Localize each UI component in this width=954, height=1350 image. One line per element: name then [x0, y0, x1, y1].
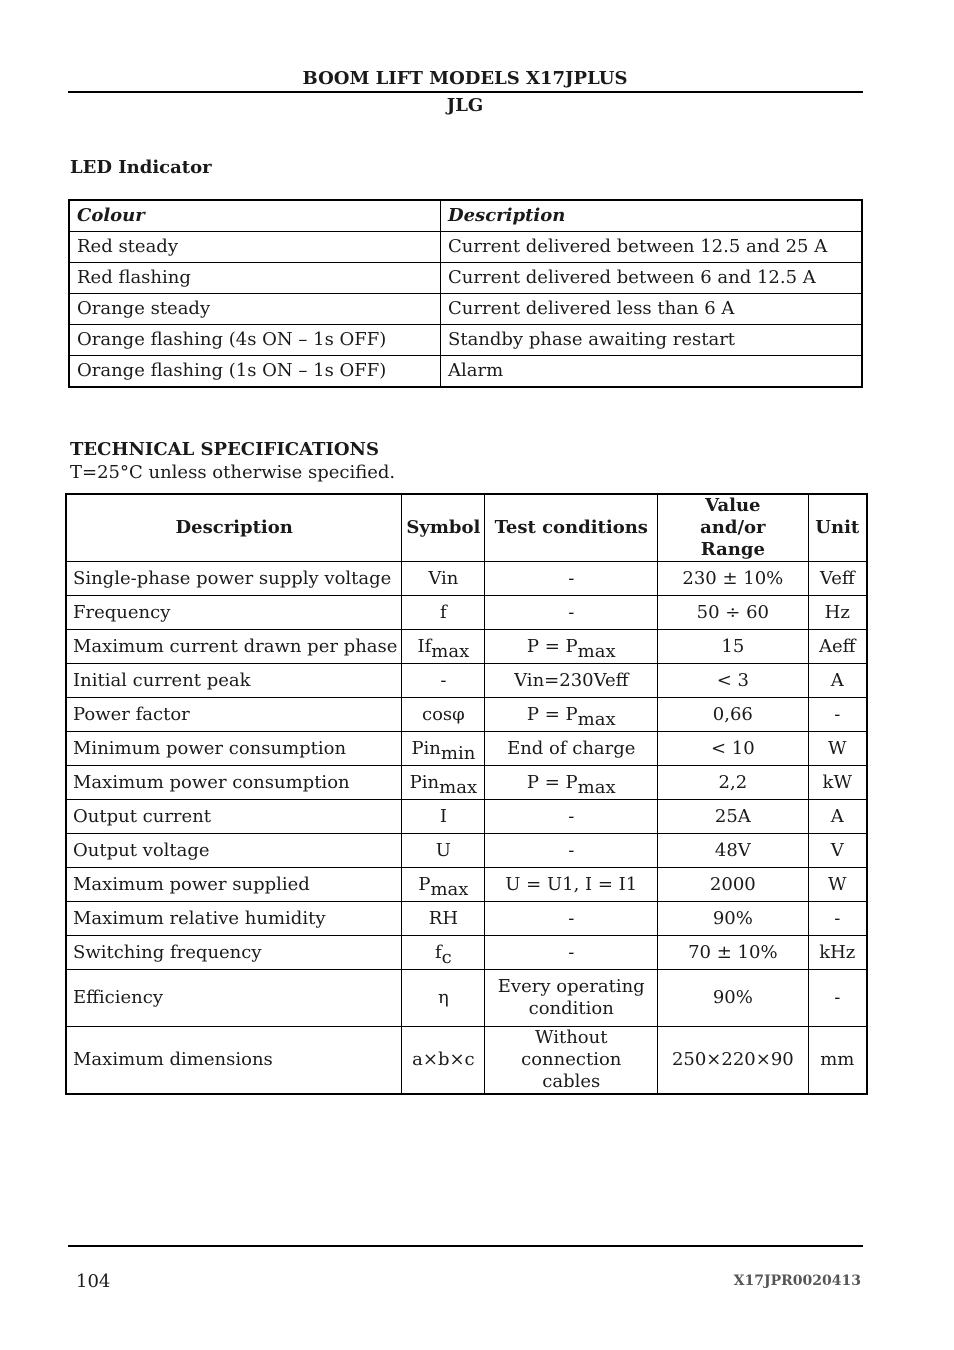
spec-description-cell [66, 732, 402, 766]
spec-conditions-cell [485, 800, 658, 834]
spec-description-cell [66, 936, 402, 970]
table-row [66, 596, 867, 630]
spec-unit-cell [808, 664, 867, 698]
spec-conditions-cell-text: - [568, 941, 575, 963]
column-header-description: Description [66, 494, 402, 562]
spec-conditions-cell-text: P = P [526, 635, 578, 657]
spec-description-cell-text: Switching frequency [73, 941, 262, 963]
led-colour-cell: Orange flashing (1s ON – 1s OFF) [69, 356, 441, 388]
spec-description-cell [66, 698, 402, 732]
spec-unit-cell-text: kHz [819, 941, 856, 963]
led-colour-cell: Orange steady [69, 294, 441, 325]
spec-description-cell [66, 902, 402, 936]
table-row [66, 562, 867, 596]
spec-conditions-cell-text: - [568, 839, 575, 861]
spec-value-cell [658, 936, 808, 970]
spec-description-cell-text: Initial current peak [73, 669, 251, 691]
led-description-cell: Current delivered between 12.5 and 25 A [441, 232, 863, 263]
spec-unit-cell-text: A [830, 669, 844, 691]
led-section-title: LED Indicator [70, 157, 212, 178]
spec-value-cell-text: 2000 [709, 873, 756, 895]
spec-conditions-cell [485, 596, 658, 630]
spec-description-cell [66, 800, 402, 834]
spec-unit-cell [808, 936, 867, 970]
led-description-cell: Current delivered less than 6 A [441, 294, 863, 325]
spec-symbol-cell [402, 800, 485, 834]
spec-conditions-cell-text: P = P [526, 703, 578, 725]
spec-symbol-cell-subscript: c [441, 946, 452, 968]
spec-conditions-cell-text: P = P [526, 771, 578, 793]
spec-symbol-cell [402, 936, 485, 970]
spec-unit-cell [808, 868, 867, 902]
spec-description-cell-text: Single-phase power supply voltage [73, 567, 392, 589]
spec-unit-cell [808, 596, 867, 630]
spec-description-cell-text: Power factor [73, 703, 190, 725]
spec-symbol-cell [402, 868, 485, 902]
spec-value-cell-text: 15 [721, 635, 745, 657]
spec-symbol-cell [402, 596, 485, 630]
spec-value-cell-text: 25A [714, 805, 751, 827]
spec-description-cell-text: Output voltage [73, 839, 210, 861]
led-indicator-table [68, 199, 863, 388]
spec-value-cell: 90% [658, 970, 808, 1027]
column-header-description: Description [441, 200, 863, 232]
table-row [66, 834, 867, 868]
led-description-cell: Current delivered between 6 and 12.5 A [441, 263, 863, 294]
spec-symbol-cell: a×b×c [402, 1027, 485, 1095]
spec-unit-cell-text: Aeff [819, 635, 856, 657]
spec-unit-cell-text: Veff [819, 567, 855, 589]
spec-conditions-cell [485, 630, 658, 664]
spec-description-cell-text: Maximum power supplied [73, 873, 310, 895]
table-row [66, 868, 867, 902]
spec-description-cell: Maximum dimensions [66, 1027, 402, 1095]
table-row [69, 294, 862, 325]
conditions-line: cables [542, 1071, 601, 1092]
document-code: X17JPR0020413 [733, 1273, 861, 1289]
spec-symbol-cell [402, 664, 485, 698]
spec-conditions-cell-text: - [568, 805, 575, 827]
spec-value-cell [658, 732, 808, 766]
table-row [66, 800, 867, 834]
conditions-line: condition [528, 998, 614, 1019]
table-row [66, 698, 867, 732]
table-row [66, 732, 867, 766]
spec-value-cell-text: 0,66 [712, 703, 753, 725]
spec-table-body [66, 562, 867, 970]
column-header-colour: Colour [69, 200, 441, 232]
conditions-line: Without connection [521, 1027, 622, 1070]
spec-symbol-cell-text: P [418, 873, 431, 895]
spec-symbol-cell-subscript: max [439, 776, 478, 798]
spec-conditions-cell [485, 868, 658, 902]
spec-value-cell [658, 834, 808, 868]
spec-conditions-cell [485, 970, 658, 1027]
column-header-test-conditions: Test conditions [485, 494, 658, 562]
spec-conditions-cell-text: - [568, 601, 575, 623]
column-header-unit: Unit [808, 494, 867, 562]
spec-conditions-cell [485, 902, 658, 936]
spec-conditions-cell [485, 936, 658, 970]
spec-symbol-cell [402, 630, 485, 664]
spec-symbol-cell: η [402, 970, 485, 1027]
spec-value-cell [658, 698, 808, 732]
spec-unit-cell [808, 766, 867, 800]
spec-conditions-cell [485, 834, 658, 868]
spec-symbol-cell-text: f [435, 941, 442, 963]
led-colour-cell: Red flashing [69, 263, 441, 294]
spec-unit-cell [808, 800, 867, 834]
spec-symbol-cell [402, 732, 485, 766]
table-row [69, 356, 862, 388]
spec-value-cell: 250×220×90 [658, 1027, 808, 1095]
spec-conditions-cell [485, 732, 658, 766]
spec-unit-cell [808, 902, 867, 936]
table-header-row [66, 494, 867, 562]
spec-symbol-cell-text: cosφ [422, 703, 465, 725]
spec-value-cell-text: 90% [712, 907, 753, 929]
spec-conditions-cell [485, 766, 658, 800]
spec-symbol-cell-text: I [439, 805, 447, 827]
spec-unit-cell-text: - [834, 703, 841, 725]
spec-value-cell [658, 800, 808, 834]
spec-conditions-cell-subscript: max [577, 776, 616, 798]
spec-symbol-cell-text: U [435, 839, 451, 861]
spec-symbol-cell-text: f [440, 601, 447, 623]
column-header-value-range: Value and/or Range [658, 494, 808, 562]
spec-conditions-cell-text: U = U1, I = I1 [505, 873, 638, 895]
table-row [66, 936, 867, 970]
led-colour-cell: Red steady [69, 232, 441, 263]
spec-unit-cell-text: W [828, 737, 847, 759]
spec-conditions-cell [485, 1027, 658, 1095]
header-rule [68, 91, 863, 93]
spec-value-cell-text: 48V [714, 839, 751, 861]
spec-value-cell-text: < 3 [716, 669, 749, 691]
led-colour-cell: Orange flashing (4s ON – 1s OFF) [69, 325, 441, 356]
led-description-cell: Standby phase awaiting restart [441, 325, 863, 356]
spec-description-cell-text: Maximum current drawn per phase [73, 635, 398, 657]
spec-conditions-cell [485, 664, 658, 698]
column-header-symbol: Symbol [402, 494, 485, 562]
spec-description-cell [66, 596, 402, 630]
table-row [69, 263, 862, 294]
spec-unit-cell-text: V [830, 839, 844, 861]
spec-symbol-cell-text: Vin [428, 567, 459, 589]
spec-description-cell [66, 834, 402, 868]
spec-symbol-cell-text: If [417, 635, 432, 657]
footer-rule [68, 1245, 863, 1247]
spec-unit-cell-text: kW [822, 771, 852, 793]
spec-value-cell [658, 766, 808, 800]
spec-symbol-cell-text: Pin [411, 737, 441, 759]
spec-value-cell [658, 664, 808, 698]
spec-description-cell: Efficiency [66, 970, 402, 1027]
table-row [66, 970, 867, 1027]
spec-value-cell-text: < 10 [710, 737, 755, 759]
spec-value-cell-text: 50 ÷ 60 [696, 601, 769, 623]
page-number: 104 [76, 1271, 111, 1292]
spec-value-cell [658, 902, 808, 936]
spec-description-cell [66, 664, 402, 698]
spec-value-cell [658, 562, 808, 596]
spec-conditions-cell-text: - [568, 907, 575, 929]
specs-temperature-note: T=25°C unless otherwise specified. [70, 462, 396, 483]
spec-symbol-cell-text: - [440, 669, 447, 691]
spec-description-cell-text: Minimum power consumption [73, 737, 347, 759]
specs-section-title: TECHNICAL SPECIFICATIONS [70, 439, 379, 460]
table-row [69, 232, 862, 263]
table-row [66, 1027, 867, 1095]
spec-description-cell-text: Output current [73, 805, 212, 827]
spec-description-cell-text: Maximum relative humidity [73, 907, 326, 929]
spec-symbol-cell [402, 562, 485, 596]
table-header-row [69, 200, 862, 232]
spec-conditions-cell-subscript: max [577, 640, 616, 662]
document-header-title: BOOM LIFT MODELS X17JPLUS [302, 68, 628, 89]
spec-description-cell [66, 630, 402, 664]
spec-symbol-cell [402, 698, 485, 732]
spec-symbol-cell-subscript: min [440, 742, 476, 764]
spec-description-cell [66, 766, 402, 800]
spec-description-cell-text: Maximum power consumption [73, 771, 350, 793]
spec-conditions-cell-subscript: max [577, 708, 616, 730]
technical-specifications-table [65, 493, 868, 1095]
spec-unit-cell [808, 698, 867, 732]
spec-conditions-cell-text: End of charge [507, 737, 636, 759]
spec-value-cell-text: 2,2 [718, 771, 748, 793]
led-description-cell: Alarm [441, 356, 863, 388]
spec-unit-cell [808, 630, 867, 664]
document-header-brand: JLG [446, 95, 484, 116]
table-row [66, 766, 867, 800]
spec-value-cell-text: 230 ± 10% [682, 567, 784, 589]
spec-conditions-cell [485, 562, 658, 596]
spec-unit-cell-text: - [834, 907, 841, 929]
spec-conditions-cell [485, 698, 658, 732]
spec-symbol-cell [402, 834, 485, 868]
spec-description-cell-text: Frequency [73, 601, 171, 623]
spec-conditions-cell-text: Vin=230Veff [514, 669, 629, 691]
spec-symbol-cell-text: Pin [409, 771, 440, 793]
spec-conditions-cell-text: - [568, 567, 575, 589]
spec-description-cell [66, 562, 402, 596]
table-row [66, 902, 867, 936]
spec-unit-cell-text: Hz [824, 601, 850, 623]
spec-unit-cell-text: A [830, 805, 844, 827]
spec-unit-cell: - [808, 970, 867, 1027]
conditions-line: Every operating [497, 976, 645, 997]
spec-value-cell [658, 868, 808, 902]
spec-symbol-cell-subscript: max [430, 878, 469, 900]
spec-unit-cell-text: W [828, 873, 847, 895]
spec-description-cell [66, 868, 402, 902]
spec-unit-cell [808, 834, 867, 868]
table-row [66, 630, 867, 664]
spec-symbol-cell-text: RH [428, 907, 459, 929]
spec-symbol-cell-subscript: max [431, 640, 470, 662]
spec-value-cell [658, 630, 808, 664]
spec-symbol-cell [402, 902, 485, 936]
spec-unit-cell: mm [808, 1027, 867, 1095]
table-row [69, 325, 862, 356]
spec-unit-cell [808, 732, 867, 766]
spec-value-cell-text: 70 ± 10% [688, 941, 778, 963]
spec-symbol-cell [402, 766, 485, 800]
table-row [66, 664, 867, 698]
spec-value-cell [658, 596, 808, 630]
spec-unit-cell [808, 562, 867, 596]
